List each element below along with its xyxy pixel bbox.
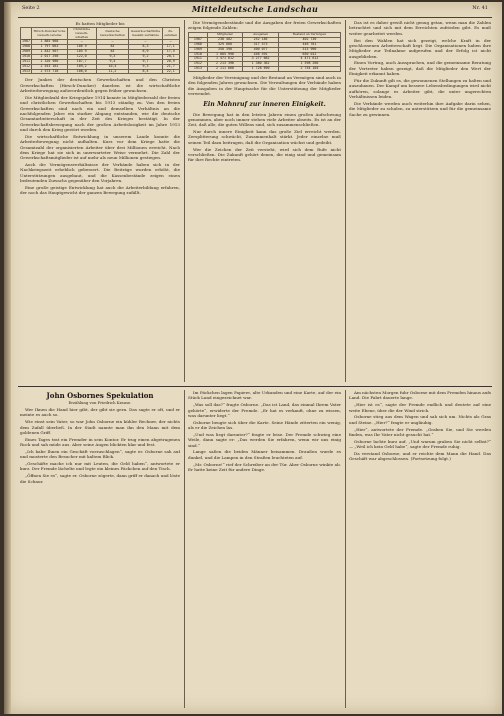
paragraph: „Geschäfte mache ich nur mit Leuten, die Geld haben“, antwortete er kurz. Der Fremde lächelte und legte ein kleines Päckchen auf den Tisch. xyxy=(20,461,180,472)
paragraph: Auch die Vermögensverhältnisse der Verbände haben sich in der Nachkriegszeit erheblich gebessert. Die Beiträge wurden erhöht, die Unterstützungen ausgebaut, und die Kassenbestände zeigen einen bedeutenden Zuwachs gegenüber den Vorjahren. xyxy=(20,162,180,184)
paragraph: Die Mitgliedzahl der Kriegsjahre 1914 konnte in Mitgliederzahl der freien und christlichen Gewerkschaften bis 1913 ständig zu. Von den freien Gewerkschaften sind nach ein und demselben Verhältnis an die nachfolgenden Jahre ein starker Abgang entstanden, wie die deutsche Gesamtarbeiterschaft in der Zeit des Krieges bestätigt. In der Gewerkschaftsbewegung nach der großen Arbeitslosigkeit im Jahre 1913 und durch den Krieg gestört worden. xyxy=(20,95,180,133)
paragraph: „Öffnen Sie es“, sagte er. Osborne zögerte, dann griff er danach und löste die Schnur. xyxy=(20,473,180,484)
right-article-column xyxy=(349,20,491,382)
paragraph: Die wirtschaftliche Entwicklung in unserem Lande konnte die Arbeiterbewegung nicht aufhalten. Kurz vor dem Kriege hatte die Gesamtzahl der organisierten Arbeiter über drei Millionen erreicht. Nach dem Kriege hat sie sich in unerwarteter Weise vermehrt. Die Zahl der Gewerkschaftsmitglieder ist auf mehr als neun Millionen gestiegen. xyxy=(20,133,180,161)
table-header-row xyxy=(21,28,180,40)
paragraph: Mitglieder der Vereinigung und der Bestand an Vermögen sind auch in den folgenden Jahren gewachsen. Die Verwaltungen der Verbände haben die Ausgaben in der Hauptsache für die Unterstützung der Mitglieder verwendet. xyxy=(188,75,341,97)
left-article-text xyxy=(20,77,180,195)
table-cell: 106,0 xyxy=(67,69,96,74)
table-cell: 1913 xyxy=(22,68,30,73)
table-header-cell: Zu-sammen xyxy=(162,28,179,40)
table-cell: 9,4 xyxy=(96,59,129,64)
table-cell: 8,3 xyxy=(129,45,162,50)
story-title: John Osbornes Spekulation xyxy=(46,391,154,400)
table-cell: 446 781 xyxy=(278,42,340,47)
issue-number-label: Nr. 41 xyxy=(472,5,488,11)
paragraph: „Mr. Osborne!“ rief der Schreiber an der Tür. Aber Osborne winkte ab. Er hatte keine Zeit für andere Dinge. xyxy=(188,461,341,472)
table-cell: 9,2 xyxy=(129,54,162,59)
table-cell: — xyxy=(129,40,162,45)
page-number-label: Seite 2 xyxy=(22,5,40,11)
paragraph: Am nächsten Morgen fuhr Osborne mit dem Fremden hinaus aufs Land. Die Fahrt dauerte lange. xyxy=(349,390,491,401)
column-divider xyxy=(184,390,185,708)
table-cell: — xyxy=(67,40,96,45)
table-cell: 1 380 362 xyxy=(243,62,279,67)
paragraph: Osborne lachte kurz auf. „Und warum graben Sie nicht selbst?“ — „Weil ich kein Geld habe“, sagte der Fremde ruhig. xyxy=(349,438,491,450)
paragraph: Wie einst sein Vater, so war John Osborne ein kühler Rechner, der nichts dem Zufall überließ. In der Stadt nannte man ihn den Mann mit dem goldenen Griff. xyxy=(20,419,180,435)
table-cell: 402 730 xyxy=(278,37,340,42)
table-cell: 8,4 xyxy=(129,69,162,74)
paragraph: „Was soll das?“ fragte Osborne. „Das ist Land, das einmal Ihrem Vater gehörte“, erwiderte der Fremde. „Er hat es verkauft, ohne zu wissen, was darunter liegt.“ xyxy=(188,402,341,418)
table-cell: 2 111 668 xyxy=(207,67,243,72)
section-divider xyxy=(18,386,492,387)
table-cell: 2 017 298 xyxy=(31,54,67,59)
column-divider xyxy=(184,20,185,382)
table-cell: 9,3 xyxy=(96,54,129,59)
paragraph: Das ist es daher gewiß nicht genug getan, wenn man die Zahlen betrachtet und sich mit dem Erreichten zufrieden gibt. Es muß weiter gearbeitet werden. xyxy=(349,20,491,36)
paragraph: „Ich habe Ihnen ein Geschäft vorzuschlagen“, sagte er. Osborne sah auf und musterte den Besucher mit kaltem Blick. xyxy=(20,448,180,460)
table-cell: 109,2 xyxy=(67,64,96,69)
table-cell: 1 598 260 xyxy=(278,62,340,67)
paragraph: Eines Tages trat ein Fremder in sein Kontor. Er trug einen abgetragenen Rock und sah müde aus. Aber seine Augen blickten klar und fest. xyxy=(20,436,180,448)
table-header-cell: Ausgaben xyxy=(243,33,279,38)
table-cell: 1907 xyxy=(22,39,30,44)
table-cell: 107,7 xyxy=(67,59,96,64)
table-cell: 1 085 990 xyxy=(207,52,243,57)
table-cell: 20,1 xyxy=(162,54,179,59)
table-cell: 2 213 390 xyxy=(207,62,243,67)
paragraph: Die Verbände werden auch weiterhin ihre Aufgabe darin sehen, die Mitglieder zu schulen, zu unterstützen und für die gemeinsame Sache zu gewinnen. xyxy=(349,100,491,117)
table-cell: 252 185 xyxy=(243,37,279,42)
middle-article-column xyxy=(188,20,341,382)
table-header-cell xyxy=(21,28,32,40)
table-row xyxy=(189,67,341,72)
paragraph: „Und was liegt darunter?“ fragte er leise. Der Fremde schwieg eine Weile, dann sagte er: „Das werden Sie erfahren, wenn wir uns einig sind.“ xyxy=(188,431,341,448)
table-cell: 1908 xyxy=(189,42,208,47)
paragraph: Die Bewegung hat in den letzten Jahren einen großen Aufschwung genommen, aber noch immer stehen viele Arbeiter abseits. Es ist an der Zeit, daß alle, die guten Willens sind, sich zusammenschließen. xyxy=(188,111,341,128)
table-cell: 317 573 xyxy=(243,42,279,47)
table-cell: 1 728 690 xyxy=(243,67,279,72)
column-divider xyxy=(345,390,346,708)
table-cell: 20,9 xyxy=(162,59,179,64)
table-header-cell: Gewerk-schaftliche Gesamt-verbände xyxy=(129,28,162,40)
table-row xyxy=(21,69,180,74)
paragraph: Einen Vortrag, auch Aussprachen, und die gemeinsame Beratung der Vertreter haben gezeigt, daß die Mitglieder den Wert der Einigkeit erkannt haben. xyxy=(349,60,491,77)
table-header-cell: Hirsch-Duncker'sche Gewerk-vereine xyxy=(31,28,67,40)
table-caption: Es hatten Mitglieder bis xyxy=(75,21,125,26)
finance-table xyxy=(188,32,341,72)
table-cell: 1910 xyxy=(189,52,208,57)
table-cell: 83 xyxy=(96,45,129,50)
table-cell: — xyxy=(162,40,179,45)
paragraph: Bei den Wahlen hat sich gezeigt, welche Kraft in der geschlossenen Arbeiterschaft liegt. Die Organisationen haben ihre Mitglieder zur Teilnahme aufgerufen und der Erfolg ist nicht ausgeblieben. xyxy=(349,37,491,59)
table-cell: 1912 xyxy=(22,63,30,68)
table-cell: 329 800 xyxy=(207,42,243,47)
table-header-cell: Mitglieder xyxy=(207,33,243,38)
table-cell: 1910 xyxy=(22,53,30,58)
table-cell: 650 012 xyxy=(278,52,340,57)
table-cell: 400 077 xyxy=(243,47,279,52)
table-cell: 9,3 xyxy=(129,64,162,69)
story-text xyxy=(349,390,491,462)
table-cell: 3 277 682 xyxy=(243,57,279,62)
table-body xyxy=(189,37,341,71)
table-cell: — xyxy=(96,40,129,45)
table-cell: 2 754 104 xyxy=(278,67,340,72)
table-cell: 17,1 xyxy=(162,45,179,50)
table-header-cell: Deutsche Gewerkschaften xyxy=(96,28,129,40)
table-cell: 10,4 xyxy=(96,64,129,69)
table-cell: 106 9 xyxy=(67,45,96,50)
table-cell: 17,5 xyxy=(162,49,179,54)
story-column-2 xyxy=(188,390,341,708)
table-cell: 1909 xyxy=(189,47,208,52)
table-cell: 1 797 063 xyxy=(31,45,67,50)
table-cell: 4 471 612 xyxy=(278,57,340,62)
paragraph: „Hier“, antwortete der Fremde. „Graben Sie, und Sie werden finden, was Ihr Vater nicht gesucht hat.“ xyxy=(349,426,491,437)
paragraph: Für die Zukunft gilt es, die gewonnenen Stellungen zu halten und auszubauen. Der Kampf um bessere Lebensbedingungen wird nicht aufhören, solange es Arbeiter gibt, die unter ungerechten Verhältnissen leiden. xyxy=(349,77,491,99)
table-cell: 1 885 968 xyxy=(31,40,67,45)
table-header-cell: Bestand an Vermögen xyxy=(278,33,340,38)
table-cell: 1911 xyxy=(22,58,30,63)
paragraph: Im Päckchen lagen Papiere, alte Urkunden und eine Karte, auf der ein Stück Land eingezeichnet war. xyxy=(188,390,341,401)
table-cell: 105 9 xyxy=(67,49,96,54)
table-cell: 9,7 xyxy=(129,59,162,64)
story-byline: Erzählung von Friedrich Krause. xyxy=(68,400,132,405)
table-cell: 2 553 162 xyxy=(31,64,67,69)
table-cell: 1911 xyxy=(189,57,208,62)
story-column-3 xyxy=(349,390,491,708)
newspaper-page xyxy=(4,2,502,714)
table-cell: 350 390 xyxy=(207,47,243,52)
table-cell: 2 320 986 xyxy=(31,59,67,64)
membership-table xyxy=(20,27,180,74)
table-cell: 83 xyxy=(96,49,129,54)
paragraph: Da verstand Osborne, und er reichte dem Mann die Hand. Das Geschäft war abgeschlossen. (Fortsetzung folgt.) xyxy=(349,450,491,462)
story-column-1 xyxy=(20,390,180,708)
column-divider xyxy=(345,20,346,382)
paragraph: Der Junkes der deutschen Gewerkschaften und den Christen Gewerkschaften (Hirsch-Duncker) daneben ist die wirtschaftliche Arbeiterbewegung außerordentlich gegen früher gewachsen. xyxy=(20,77,180,94)
left-article-column xyxy=(20,20,180,382)
table-cell: 446 591 xyxy=(243,52,279,57)
paragraph: Wer Ihnen die Hand hier gibt, der gibt sie gern. Das sagte er oft, und er meinte es auch so. xyxy=(20,407,180,418)
paragraph: Lange saßen die beiden Männer beisammen. Draußen wurde es dunkel, und die Lampen in den Straßen leuchteten auf. xyxy=(188,449,341,460)
story-text xyxy=(20,407,180,484)
middle-article-text xyxy=(188,112,341,163)
paragraph: Eine große geistige Entwicklung hat auch die Arbeiterbildung erfahren, der noch das Hauptgewicht der ganzen Bewegung zufällt. xyxy=(20,185,180,196)
table-body xyxy=(21,40,180,74)
table-cell: 11,2 xyxy=(96,69,129,74)
table-cell: 1 471 612 xyxy=(207,57,243,62)
table-cell: 22,1 xyxy=(162,69,179,74)
table-cell: 2 573 718 xyxy=(31,69,67,74)
page-header xyxy=(18,5,492,18)
section-heading: Ein Mahnruf zur inneren Einigkeit. xyxy=(203,100,326,108)
paragraph: Nur durch innere Einigkeit kann das große Ziel erreicht werden. Zersplitterung schwächt, Zusammenhalt stärkt. Jeder einzelne muß seinen Teil dazu beitragen, daß die Organisation wächst und gedeiht. xyxy=(188,129,341,145)
paragraph: Wer die Zeichen der Zeit versteht, wird sich dem Rufe nicht verschließen. Die Zukunft gehört denen, die einig sind und gemeinsam für ihre Rechte eintreten. xyxy=(188,146,341,163)
table-cell: 21,7 xyxy=(162,64,179,69)
paragraph: Osborne stieg aus dem Wagen und sah sich um. Nichts als Gras und Steine. „Hier?“ fragte er ungläubig. xyxy=(349,414,491,425)
table-cell: 1907 xyxy=(189,37,208,42)
paragraph: „Hier ist es“, sagte der Fremde endlich und deutete auf eine weite Ebene, über die der Wind strich. xyxy=(349,402,491,413)
story-text xyxy=(188,390,341,472)
table-cell: 1913 xyxy=(189,67,208,72)
table-cell: 1912 xyxy=(189,62,208,67)
page-binding xyxy=(4,2,11,714)
paragraph: Osborne beugte sich über die Karte. Seine Hände zitterten ein wenig, als er die Zeichen las. xyxy=(188,419,341,431)
table-cell: 1909 xyxy=(22,48,30,53)
table-header-cell: Christliche Gewerk-schaften xyxy=(67,28,96,40)
newspaper-title: Mitteldeutsche Landschau xyxy=(191,4,319,14)
table-cell: 515 990 xyxy=(278,47,340,52)
paragraph: Die Vermögensbestände und die Ausgaben der freien Gewerkschaften zeigen folgende Zahlen: xyxy=(188,20,341,31)
table-cell: 8,9 xyxy=(129,49,162,54)
table-cell: 238 402 xyxy=(207,37,243,42)
table-cell: 1908 xyxy=(22,44,30,49)
table-cell: 122,0 xyxy=(67,54,96,59)
table-cell: 1 832 567 xyxy=(31,49,67,54)
right-article-text xyxy=(349,20,491,117)
